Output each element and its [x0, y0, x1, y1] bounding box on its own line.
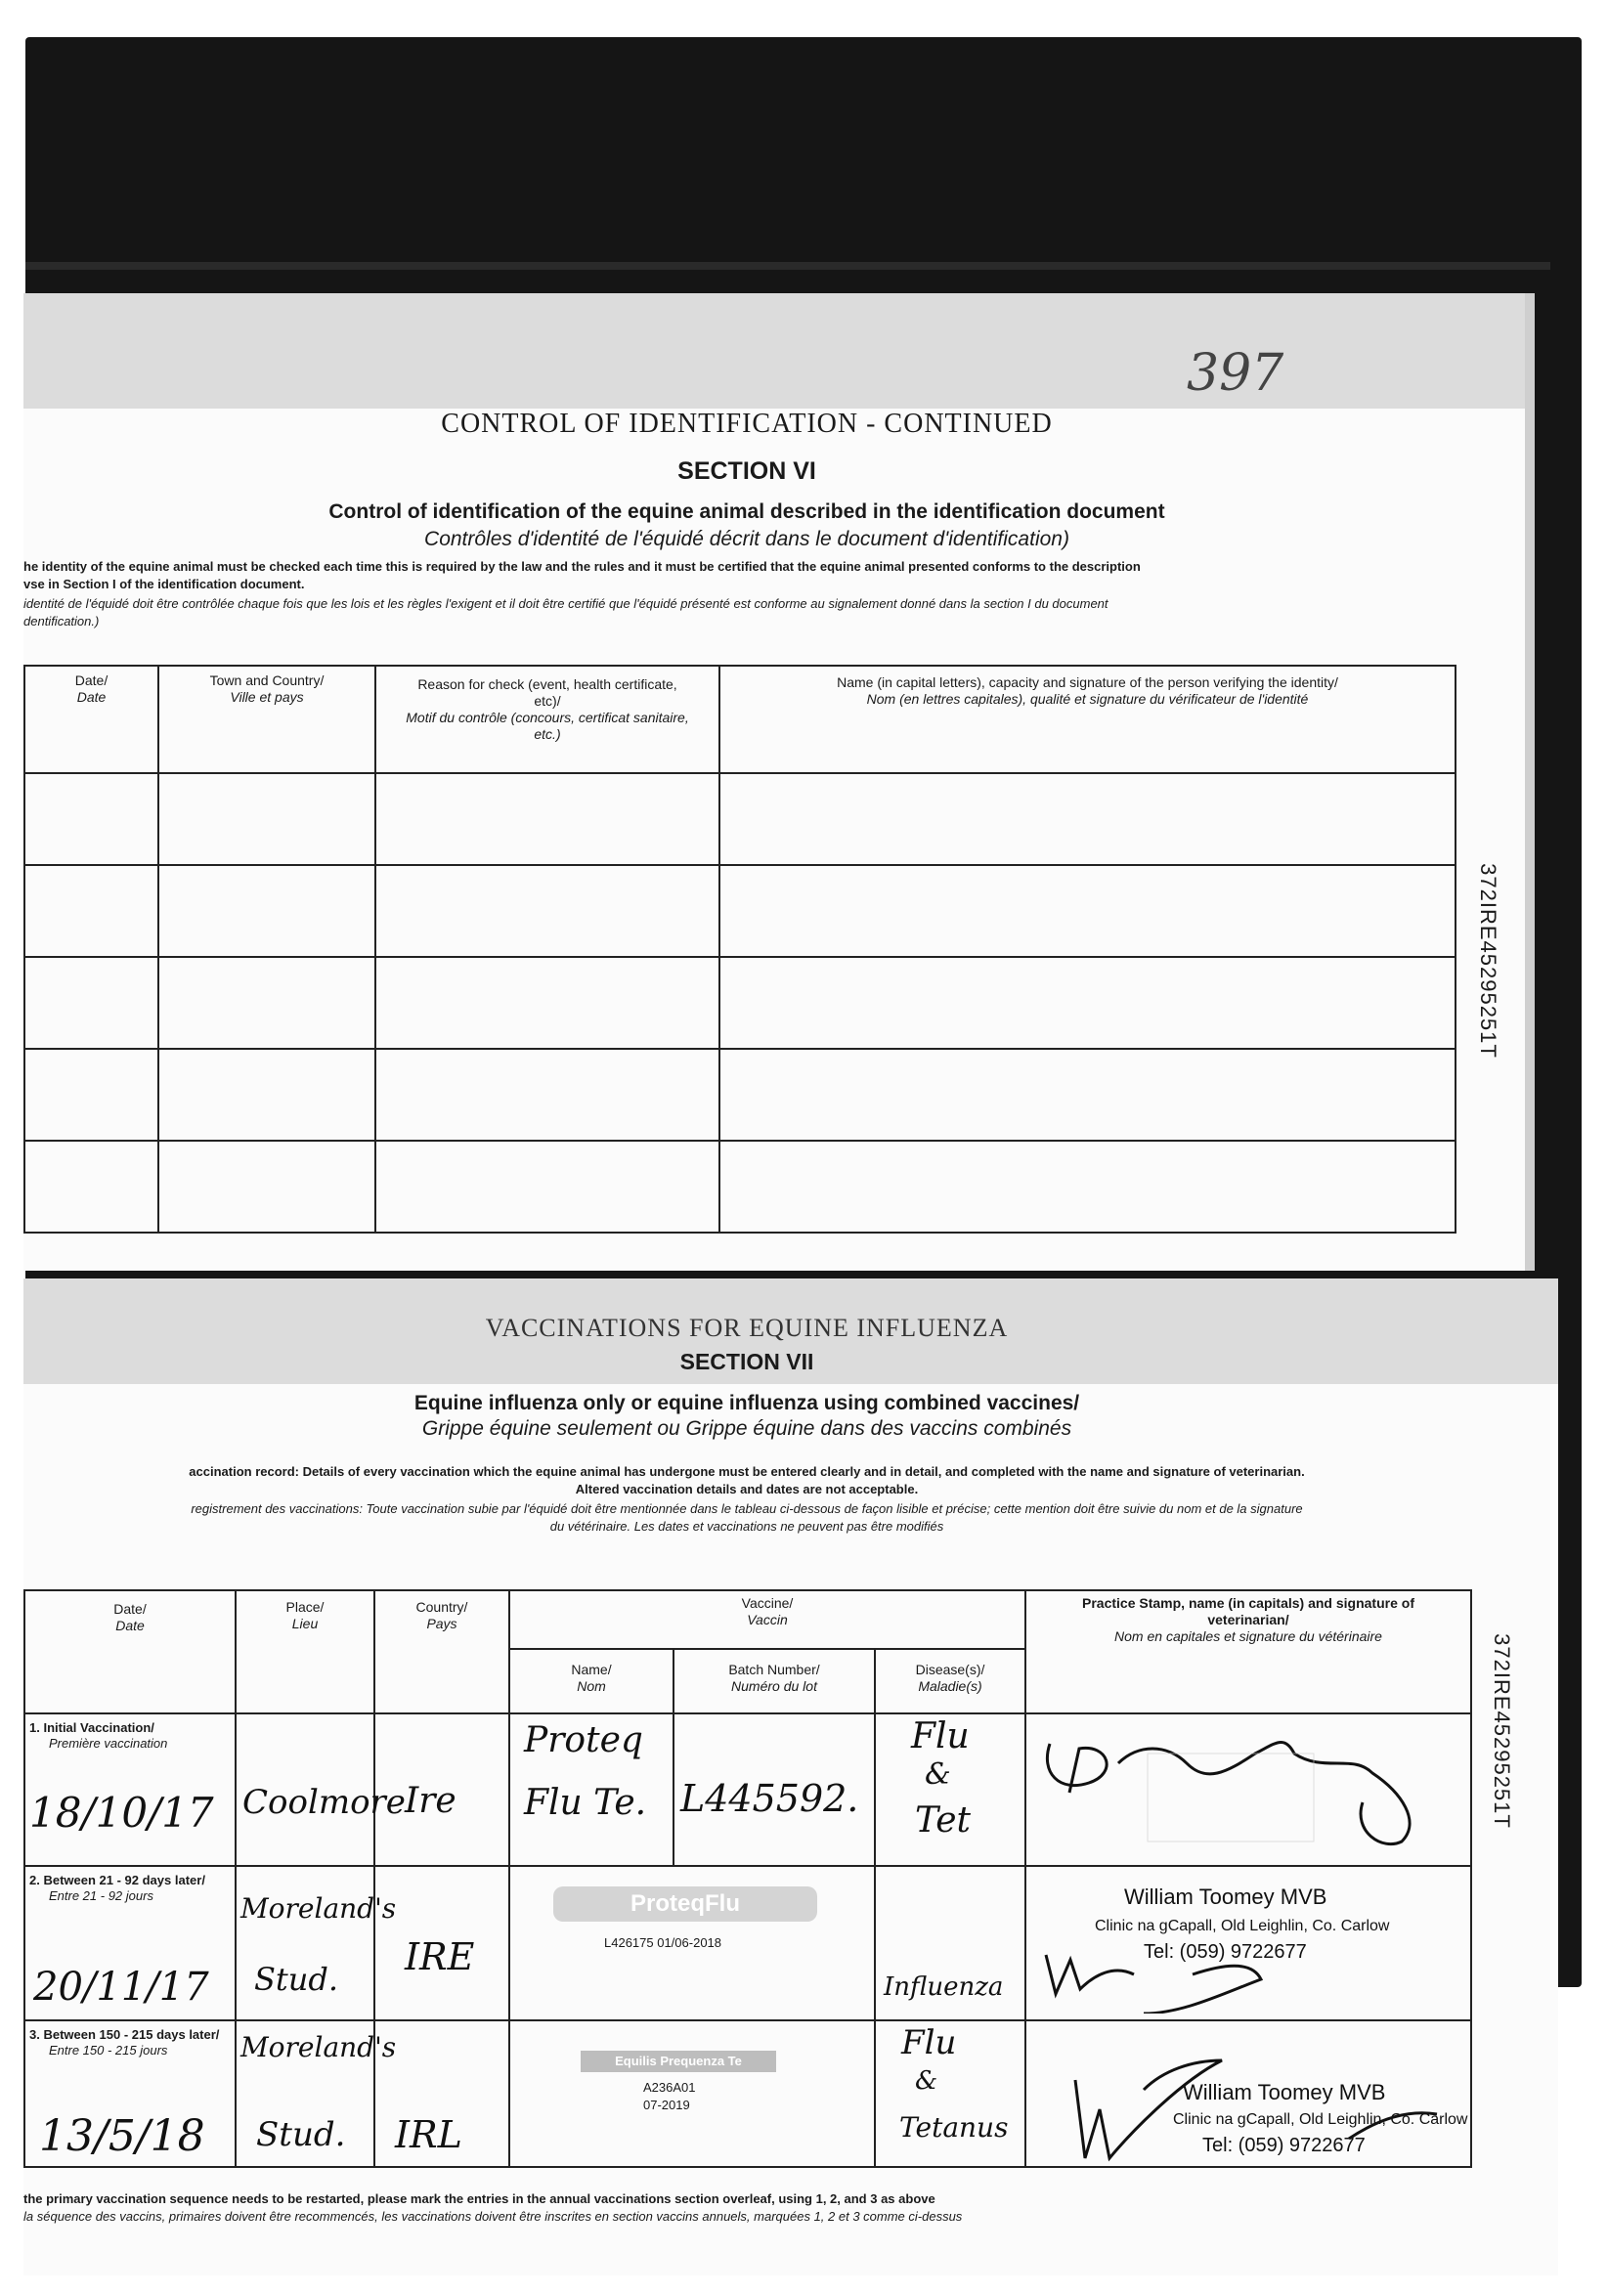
row2-place-2: Stud. — [254, 1961, 339, 1998]
section-vii-page — [23, 1278, 1558, 2275]
row1-batch-cell — [674, 1713, 875, 1866]
vh-disease — [875, 1649, 1025, 1713]
table-cell — [158, 865, 375, 957]
row3-vet-tel: Tel: (059) 9722677 — [1202, 2135, 1366, 2156]
row2-vet-addr: Clinic na gCapall, Old Leighlin, Co. Carlow — [1095, 1918, 1390, 1934]
table-cell — [719, 865, 1456, 957]
vh-date — [24, 1590, 236, 1713]
row1-label-fr: Première vaccination — [49, 1736, 168, 1751]
row1-vaccine-name-cell — [509, 1713, 674, 1866]
col-date-en: Date/ — [74, 672, 109, 688]
vh-name-fr: Nom — [577, 1678, 606, 1694]
col-name-en: Name (in capital letters), capacity and signature of the person verifying the identity/ — [837, 674, 1338, 690]
row1-country-cell — [374, 1713, 509, 1866]
row3-sticker-brand: Equilis Prequenza Te — [581, 2051, 776, 2072]
table-cell — [24, 1049, 158, 1141]
row3-vet-cell — [1025, 2020, 1471, 2167]
table-cell — [719, 773, 1456, 865]
vh-name-en: Name/ — [571, 1662, 612, 1677]
section-vii-side-code-wrap — [1482, 1591, 1521, 1884]
row2-disease-cell — [875, 1866, 1025, 2020]
table-cell — [375, 1049, 719, 1141]
vh-place-en: Place/ — [285, 1599, 325, 1615]
vh-disease-en: Disease(s)/ — [915, 1662, 985, 1677]
section-vi-instruction-fr-1: identité de l'équidé doit être contrôlée chaque fois que les lois et les règles l'exigent et il doit être certifié que l'équidé présenté est conforme au signalement donné dans la section I du document — [23, 596, 1108, 611]
table-cell — [158, 957, 375, 1049]
table-cell — [158, 1141, 375, 1233]
row2-vet-name: William Toomey MVB — [1124, 1884, 1327, 1909]
row3-place-cell — [236, 2020, 397, 2167]
table-cell — [158, 773, 375, 865]
table-row — [24, 865, 1456, 957]
row3-place-2: Stud. — [256, 2115, 346, 2154]
row3-country-cell — [374, 2020, 509, 2167]
row2-label-fr: Entre 21 - 92 jours — [49, 1888, 153, 1903]
table-cell — [158, 1049, 375, 1141]
row2-country: IRE — [405, 1935, 475, 1978]
section-vi-instruction-en-2: vse in Section I of the identification document. — [23, 577, 305, 591]
row1-disease-3: Tet — [915, 1800, 971, 1841]
row1-place: Coolmore — [242, 1783, 406, 1822]
row3-label-fr: Entre 150 - 215 jours — [49, 2043, 168, 2058]
col-name-fr: Nom (en lettres capitales), qualité et signature du vérificateur de l'identité — [866, 691, 1309, 707]
section-vi-page — [23, 293, 1535, 1271]
row2-sticker-brand: ProteqFlu — [553, 1886, 817, 1922]
section-vii-title-fr: Grippe équine seulement ou Grippe équine dans des vaccins combinés — [421, 1417, 1072, 1440]
section-vii-label: SECTION VII — [679, 1349, 814, 1374]
vh-country-en: Country/ — [415, 1599, 468, 1615]
table-cell — [24, 865, 158, 957]
row3-sticker-line-2: 07-2019 — [643, 2098, 690, 2112]
table-cell — [375, 1141, 719, 1233]
row1-country: Ire — [405, 1781, 456, 1821]
col-name-header — [719, 666, 1456, 773]
section-vii-title-en: Equine influenza only or equine influenza using combined vaccines/ — [413, 1392, 1080, 1414]
section-vi-side-code-wrap — [1468, 821, 1507, 1114]
table-cell — [375, 865, 719, 957]
row1-disease-cell — [875, 1713, 1025, 1866]
vh-vet — [1025, 1590, 1471, 1713]
row2-date-cell — [24, 1866, 236, 2020]
row3-disease-3: Tetanus — [899, 2111, 1009, 2144]
table-cell — [24, 957, 158, 1049]
section-vi-instruction-en-1: he identity of the equine animal must be checked each time this is required by the law and the rules and it must be certified that the equine animal presented conforms to the description — [23, 559, 1141, 574]
section-vi-title-en: Control of identification of the equine animal described in the identification document — [328, 500, 1165, 523]
vh-vaccine-fr: Vaccin — [747, 1612, 788, 1627]
section-vii-side-code: 372IRE45295251T — [1490, 1633, 1514, 1829]
row2-place-cell — [236, 1866, 397, 2020]
vh-date-en: Date/ — [113, 1601, 147, 1617]
section-vi-side-code: 372IRE45295251T — [1476, 863, 1500, 1059]
section-vi-header-band — [23, 293, 1525, 409]
row1-label-en: 1. Initial Vaccination/ — [29, 1720, 154, 1735]
folder-edge — [25, 262, 1550, 270]
vh-place-fr: Lieu — [291, 1616, 319, 1631]
row1-date: 18/10/17 — [29, 1789, 214, 1837]
row2-disease: Influenza — [884, 1972, 1004, 2002]
table-cell — [24, 1141, 158, 1233]
section-vii-heading: VACCINATIONS FOR EQUINE INFLUENZA — [485, 1314, 1009, 1342]
vh-country — [374, 1590, 509, 1713]
row3-place-1: Moreland's — [240, 2031, 397, 2063]
section-vii-record-fr-1: registrement des vaccinations: Toute vaccination subie par l'équidé doit être mentionnée dans le tableau ci-dessous de façon lisible et précise; cette mention doit être suivie du nom et de la signature — [191, 1501, 1303, 1516]
row2-vet-cell — [1025, 1866, 1471, 2020]
vh-country-fr: Pays — [426, 1616, 457, 1631]
row2-country-cell — [374, 1866, 509, 2020]
row3-country: IRL — [395, 2113, 462, 2156]
vaccination-row-2 — [24, 1866, 1471, 2020]
section-vi-title-fr: Contrôles d'identité de l'équidé décrit dans le document d'identification) — [424, 528, 1069, 550]
col-town-fr: Ville et pays — [230, 689, 304, 705]
col-reason-en: Reason for check (event, health certificate, etc)/ — [417, 676, 677, 709]
row3-disease-1: Flu — [901, 2023, 957, 2062]
col-town-header — [158, 666, 375, 773]
vaccination-row-3 — [24, 2020, 1471, 2167]
vh-vaccine — [509, 1590, 1025, 1649]
vh-place — [236, 1590, 374, 1713]
row3-disease-2: & — [915, 2066, 938, 2096]
col-date-header — [24, 666, 158, 773]
row3-signature-icon — [1026, 2021, 1456, 2168]
section-vi-table — [23, 665, 1456, 1234]
table-cell — [719, 957, 1456, 1049]
section-vii-footer-fr: la séquence des vaccins, primaires doivent être recommencés, les vaccinations doivent être inscrites en section vaccins annuels, marquées 1, 2 et 3 comme ci-dessus — [23, 2209, 963, 2224]
table-cell — [375, 773, 719, 865]
row1-batch: L445592. — [680, 1777, 859, 1820]
section-vi-header-row — [24, 666, 1456, 773]
table-row — [24, 1049, 1456, 1141]
row1-disease-2: & — [925, 1757, 951, 1792]
table-cell — [375, 957, 719, 1049]
col-date-fr: Date — [76, 689, 107, 705]
row3-date-cell — [24, 2020, 236, 2167]
vaccination-header-row-1 — [24, 1590, 1471, 1649]
row2-sticker-cell — [509, 1866, 875, 2020]
col-reason-header — [375, 666, 719, 773]
row1-place-cell — [236, 1713, 406, 1866]
row2-label-en: 2. Between 21 - 92 days later/ — [29, 1873, 205, 1887]
row2-signature-icon — [1026, 1867, 1456, 2014]
row3-label-en: 3. Between 150 - 215 days later/ — [29, 2027, 220, 2042]
vh-vet-fr: Nom en capitales et signature du vétérinaire — [1114, 1628, 1382, 1644]
section-vi-instruction-fr-2: dentification.) — [23, 614, 100, 628]
vaccination-row-1 — [24, 1713, 1471, 1866]
table-row — [24, 1141, 1456, 1233]
vaccination-table — [23, 1589, 1472, 2168]
table-cell — [719, 1141, 1456, 1233]
row3-sticker-cell — [509, 2020, 875, 2167]
table-cell — [719, 1049, 1456, 1141]
section-vii-record-en-1: accination record: Details of every vaccination which the equine animal has undergone must be entered clearly and in detail, and completed with the name and signature of veterinarian. — [189, 1464, 1305, 1479]
row1-vet-cell — [1025, 1713, 1471, 1866]
vh-batch-en: Batch Number/ — [728, 1662, 820, 1677]
row2-sticker-line: L426175 01/06-2018 — [604, 1935, 722, 1950]
section-vi-label: SECTION VI — [677, 457, 816, 485]
col-reason-fr: Motif du contrôle (concours, certificat sanitaire, etc.) — [406, 710, 689, 742]
handwritten-page-number: 397 — [1187, 344, 1284, 403]
section-vii-record-en-2: Altered vaccination details and dates are not acceptable. — [575, 1482, 919, 1496]
row3-vet-addr: Clinic na gCapall, Old Leighlin, Co. Carlow — [1173, 2111, 1468, 2128]
row3-sticker-line-1: A236A01 — [643, 2080, 696, 2095]
vh-batch — [674, 1649, 875, 1713]
vh-vet-en: Practice Stamp, name (in capitals) and signature of veterinarian/ — [1082, 1595, 1414, 1627]
table-row — [24, 773, 1456, 865]
row1-disease-1: Flu — [911, 1716, 970, 1756]
vh-name — [509, 1649, 674, 1713]
row3-date: 13/5/18 — [39, 2111, 205, 2161]
section-vii-footer-en: the primary vaccination sequence needs to be restarted, please mark the entries in the annual vaccinations section overleaf, using 1, 2, and 3 as above — [23, 2191, 935, 2206]
row1-signature-icon — [1030, 1714, 1460, 1861]
table-row — [24, 957, 1456, 1049]
section-vii-record-fr-2: du vétérinaire. Les dates et vaccinations ne peuvent pas être modifiés — [549, 1519, 944, 1534]
row2-date: 20/11/17 — [33, 1965, 209, 2010]
vh-date-fr: Date — [115, 1618, 145, 1633]
table-cell — [24, 773, 158, 865]
vh-batch-fr: Numéro du lot — [731, 1678, 817, 1694]
row2-vet-tel: Tel: (059) 9722677 — [1144, 1941, 1307, 1963]
row1-vaccine-name-1: Proteq — [524, 1720, 643, 1760]
vh-vaccine-en: Vaccine/ — [741, 1595, 794, 1611]
row3-disease-cell — [875, 2020, 1025, 2167]
col-town-en: Town and Country/ — [209, 672, 325, 688]
row2-place-1: Moreland's — [240, 1892, 397, 1925]
row1-vaccine-name-2: Flu Te. — [524, 1783, 647, 1823]
row1-date-cell — [24, 1713, 236, 1866]
section-vi-heading: CONTROL OF IDENTIFICATION - CONTINUED — [441, 409, 1053, 439]
vh-disease-fr: Maladie(s) — [918, 1678, 982, 1694]
row3-vet-name: William Toomey MVB — [1183, 2080, 1386, 2104]
